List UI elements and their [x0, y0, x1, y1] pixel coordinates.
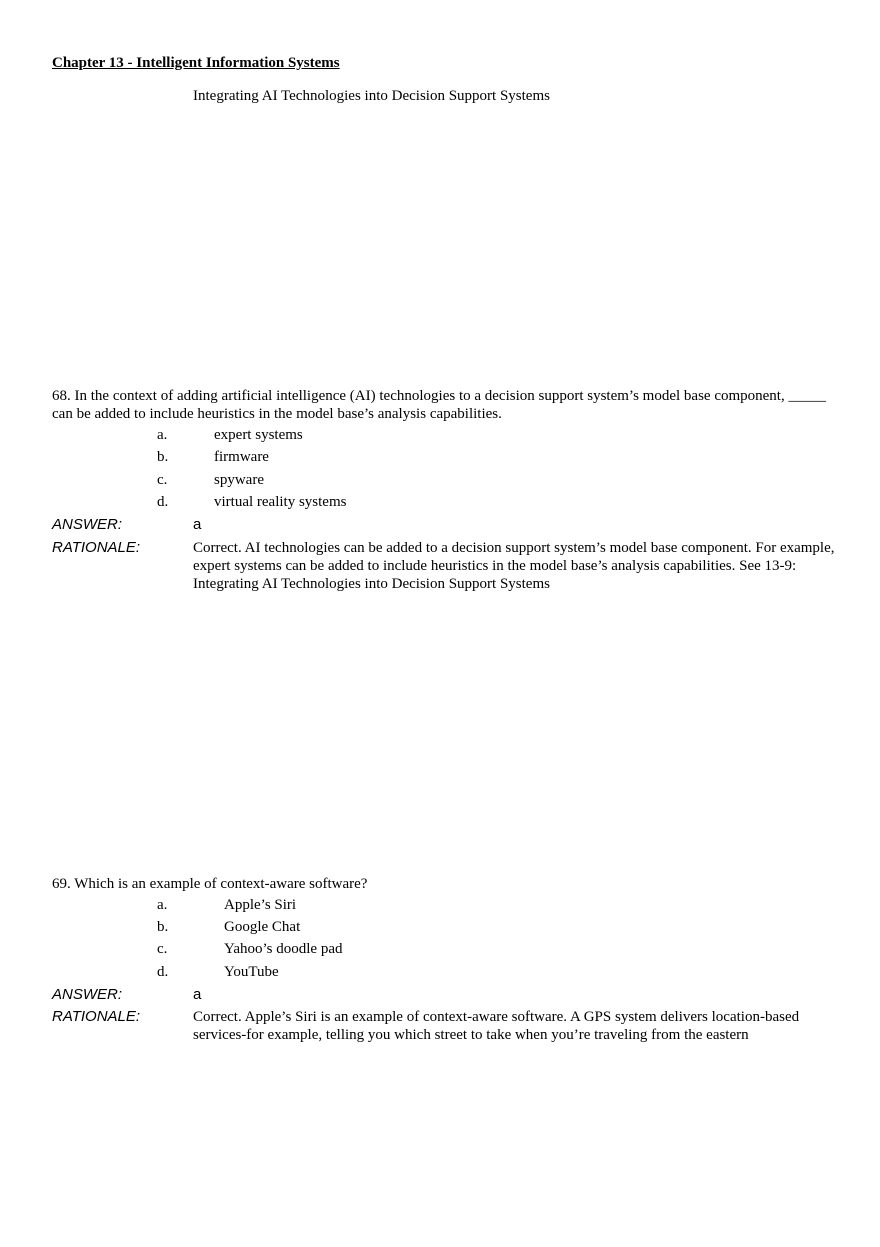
q68-option-b-text: firmware	[214, 449, 269, 465]
q69-option-c-text: Yahoo’s doodle pad	[224, 941, 343, 957]
q68-option-a-letter: a.	[157, 427, 168, 443]
q68-option-d-letter: d.	[157, 494, 169, 510]
q69-option-b-text: Google Chat	[224, 919, 301, 935]
section-title: Integrating AI Technologies into Decision Support Systems	[193, 88, 550, 104]
q68-option-a-text: expert systems	[214, 427, 303, 443]
q68-option-c-text: spyware	[214, 472, 264, 488]
q69-option-a-letter: a.	[157, 897, 168, 913]
q68-answer-label: ANSWER:	[52, 516, 123, 533]
q68-option-c-letter: c.	[157, 472, 168, 488]
q69-option-d-text: YouTube	[224, 964, 279, 980]
q68-option-d-text: virtual reality systems	[214, 494, 347, 510]
q69-answer-value: a	[193, 986, 202, 1003]
chapter-title: Chapter 13 - Intelligent Information Systems	[52, 55, 340, 71]
q69-option-a-text: Apple’s Siri	[224, 897, 297, 913]
q68-rationale-text: Correct. AI technologies can be added to a decision support system’s model base component. For example, expert systems can be added to include heuristics in the model base’s analysis capabilities. See 13-9: Integrating AI Technologies into Decision Support Systems	[193, 540, 835, 592]
q69-rationale-label: RATIONALE:	[52, 1008, 141, 1025]
question-69-text: 69. Which is an example of context-aware software?	[52, 876, 368, 892]
question-68-text: 68. In the context of adding artificial intelligence (AI) technologies to a decision support system’s model base component, _____ can be added to include heuristics in the model base’s analysis capabilities.	[52, 388, 826, 422]
q69-rationale-text: Correct. Apple’s Siri is an example of context-aware software. A GPS system delivers location-based services-for example, telling you which street to take when you’re traveling from the eastern	[193, 1009, 800, 1043]
q69-option-c-letter: c.	[157, 941, 168, 957]
q68-option-b-letter: b.	[157, 449, 169, 465]
q69-answer-label: ANSWER:	[52, 986, 123, 1003]
q69-option-b-letter: b.	[157, 919, 169, 935]
q68-answer-value: a	[193, 516, 202, 533]
q68-rationale-label: RATIONALE:	[52, 539, 141, 556]
q69-option-d-letter: d.	[157, 964, 169, 980]
